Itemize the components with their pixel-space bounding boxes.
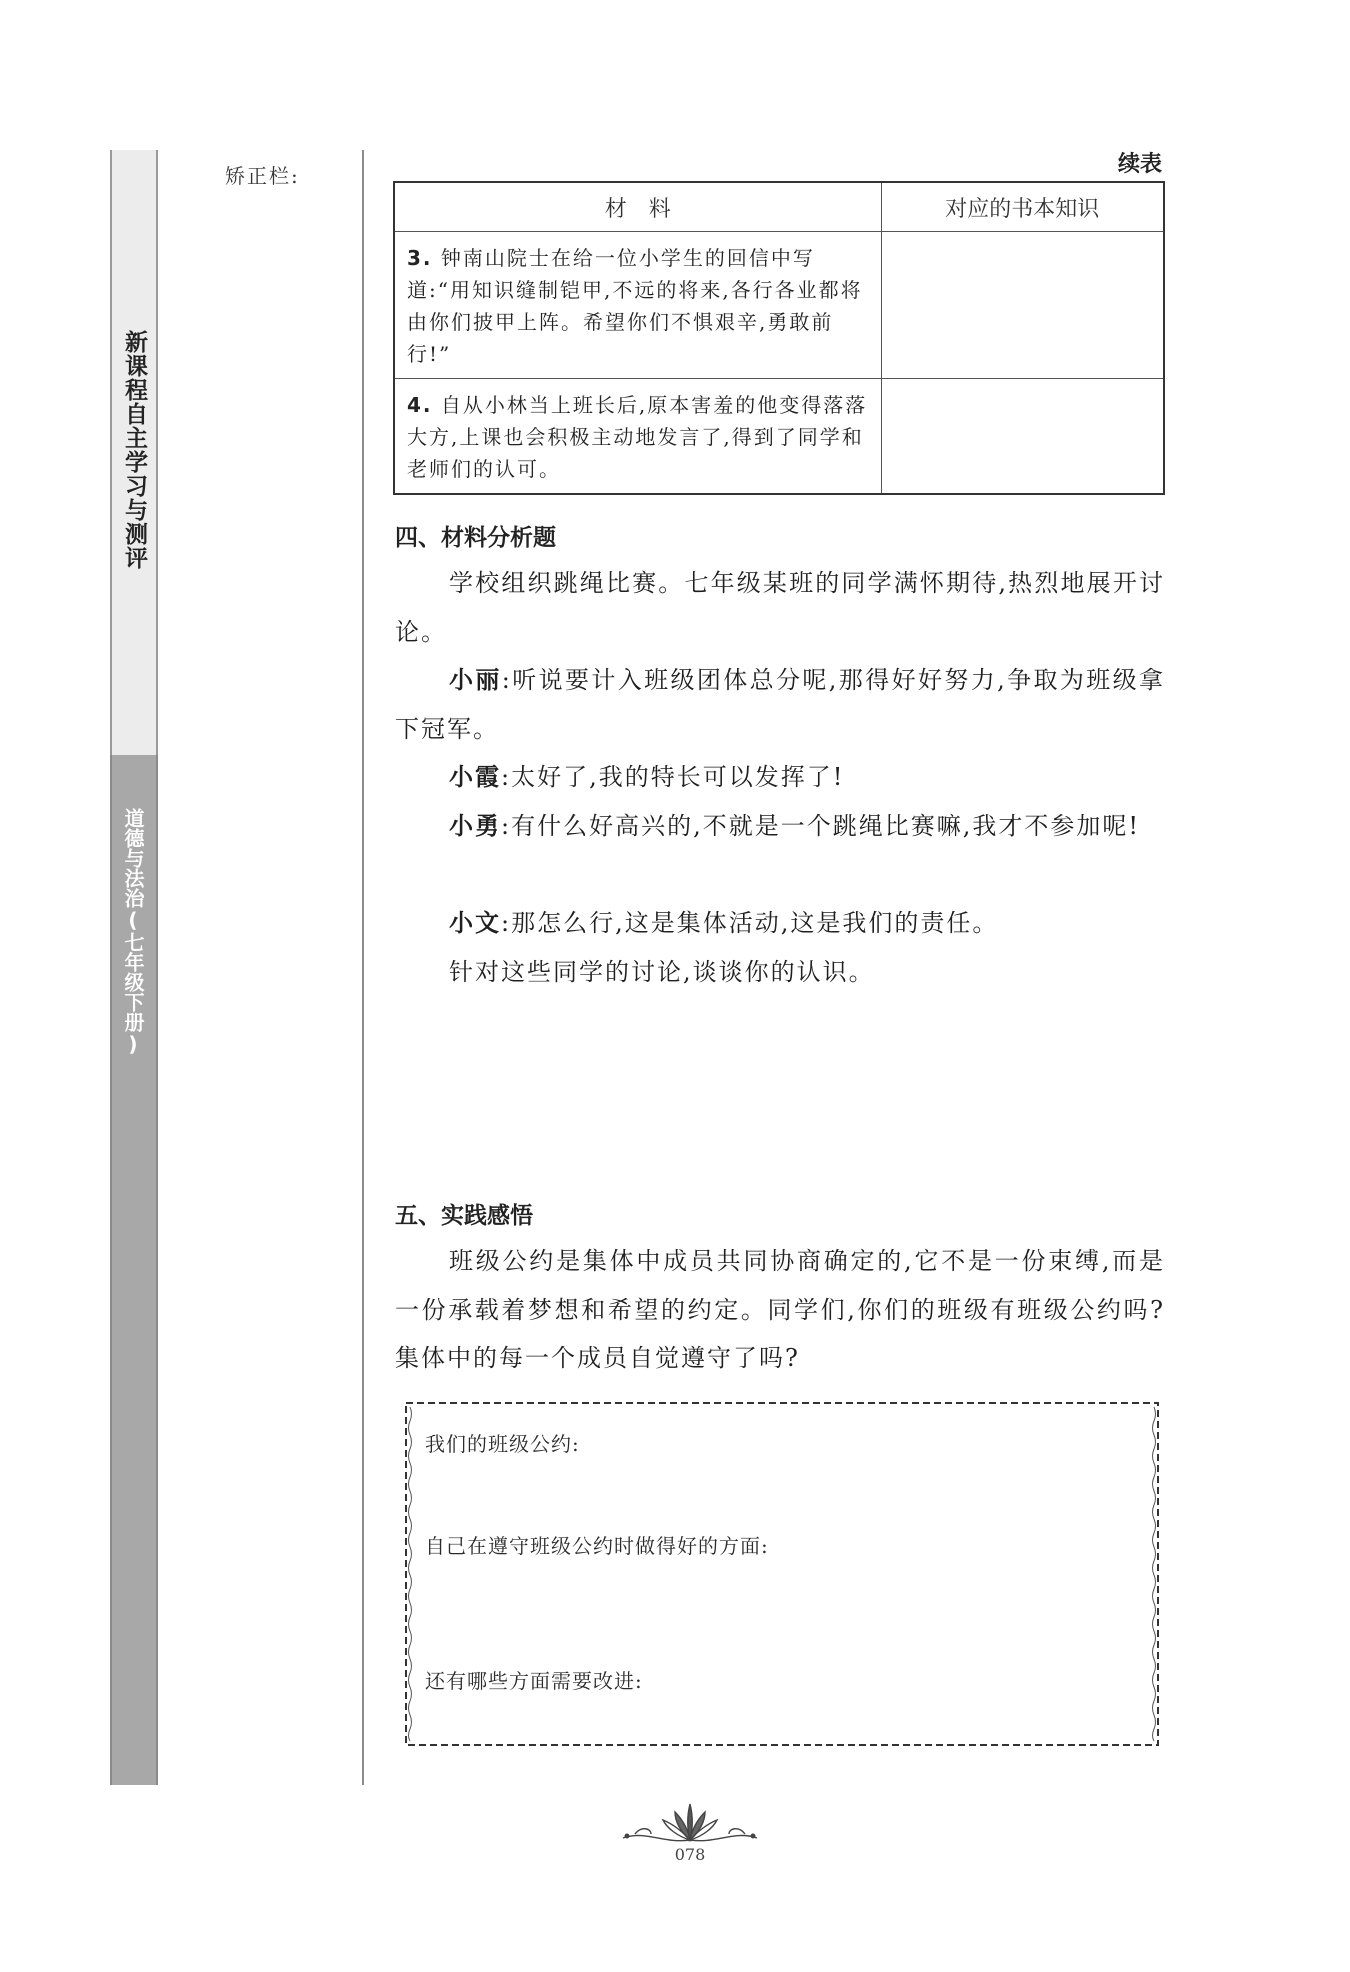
table-row: [394, 379, 1164, 495]
flower-ornament-icon: [615, 1800, 765, 1848]
section4-intro: 学校组织跳绳比赛。七年级某班的同学满怀期待,热烈地展开讨论。: [395, 569, 1165, 646]
box-prompt-strengths: 自己在遵守班级公约时做得好的方面:: [425, 1534, 769, 1558]
section5-paragraph: 班级公约是集体中成员共同协商确定的,它不是一份束缚,而是一份承载着梦想和希望的约定。同学们,你们的班级有班级公约吗?集体中的每一个成员自觉遵守了吗?: [395, 1247, 1165, 1372]
continued-label: 续表: [1118, 152, 1163, 177]
knowledge-cell[interactable]: [881, 232, 1164, 379]
dialogue-text: :听说要计入班级团体总分呢,那得好好努力,争取为班级拿下冠军。: [395, 666, 1166, 743]
dialogue-line: [395, 802, 1165, 851]
dialogue-text: :那怎么行,这是集体活动,这是我们的责任。: [501, 909, 999, 937]
material-cell: [394, 232, 881, 379]
correction-label: 矫正栏:: [225, 164, 300, 188]
table-row: [394, 232, 1164, 379]
material-text: 钟南山院士在给一位小学生的回信中写道:“用知识缝制铠甲,不远的将来,各行各业都将由你们披甲上阵。希望你们不惧艰辛,勇敢前行!”: [407, 246, 863, 366]
dialogue-text: :有什么好高兴的,不就是一个跳绳比赛嘛,我才不参加呢!: [501, 812, 1140, 840]
class-convention-box: [403, 1400, 1161, 1748]
correction-divider: [362, 150, 364, 1785]
box-prompt-convention: 我们的班级公约:: [425, 1432, 580, 1456]
material-text: 自从小林当上班长后,原本害羞的他变得落落大方,上课也会积极主动地发言了,得到了同学和老师们的认可。: [407, 393, 868, 481]
speaker-name: 小丽: [449, 666, 502, 694]
dialogue-text: :太好了,我的特长可以发挥了!: [501, 763, 845, 791]
series-title: 新课程自主学习与测评: [121, 330, 147, 570]
section4-question: 针对这些同学的讨论,谈谈你的认识。: [449, 958, 875, 986]
dialogue-line: [395, 753, 1165, 802]
table-header-row: [394, 182, 1164, 232]
item-number: 3.: [407, 246, 433, 270]
speaker-name: 小勇: [449, 812, 501, 840]
section5-heading: 五、实践感悟: [395, 1203, 533, 1229]
table-header-material: 材 料: [394, 182, 881, 232]
dialogue-line: [395, 656, 1165, 753]
dialogue-line: [395, 899, 1165, 948]
material-table: [393, 181, 1165, 495]
subject-title: 道德与法治(七年级下册): [121, 808, 145, 1056]
speaker-name: 小霞: [449, 763, 501, 791]
answer-area[interactable]: [395, 1000, 1165, 1180]
section4-heading: 四、材料分析题: [395, 525, 556, 551]
page-number: 078: [674, 1845, 706, 1864]
table-header-knowledge: 对应的书本知识: [881, 182, 1164, 232]
box-prompt-improvements: 还有哪些方面需要改进:: [425, 1669, 643, 1693]
material-cell: [394, 379, 881, 495]
knowledge-cell[interactable]: [881, 379, 1164, 495]
speaker-name: 小文: [449, 909, 501, 937]
item-number: 4.: [407, 393, 433, 417]
